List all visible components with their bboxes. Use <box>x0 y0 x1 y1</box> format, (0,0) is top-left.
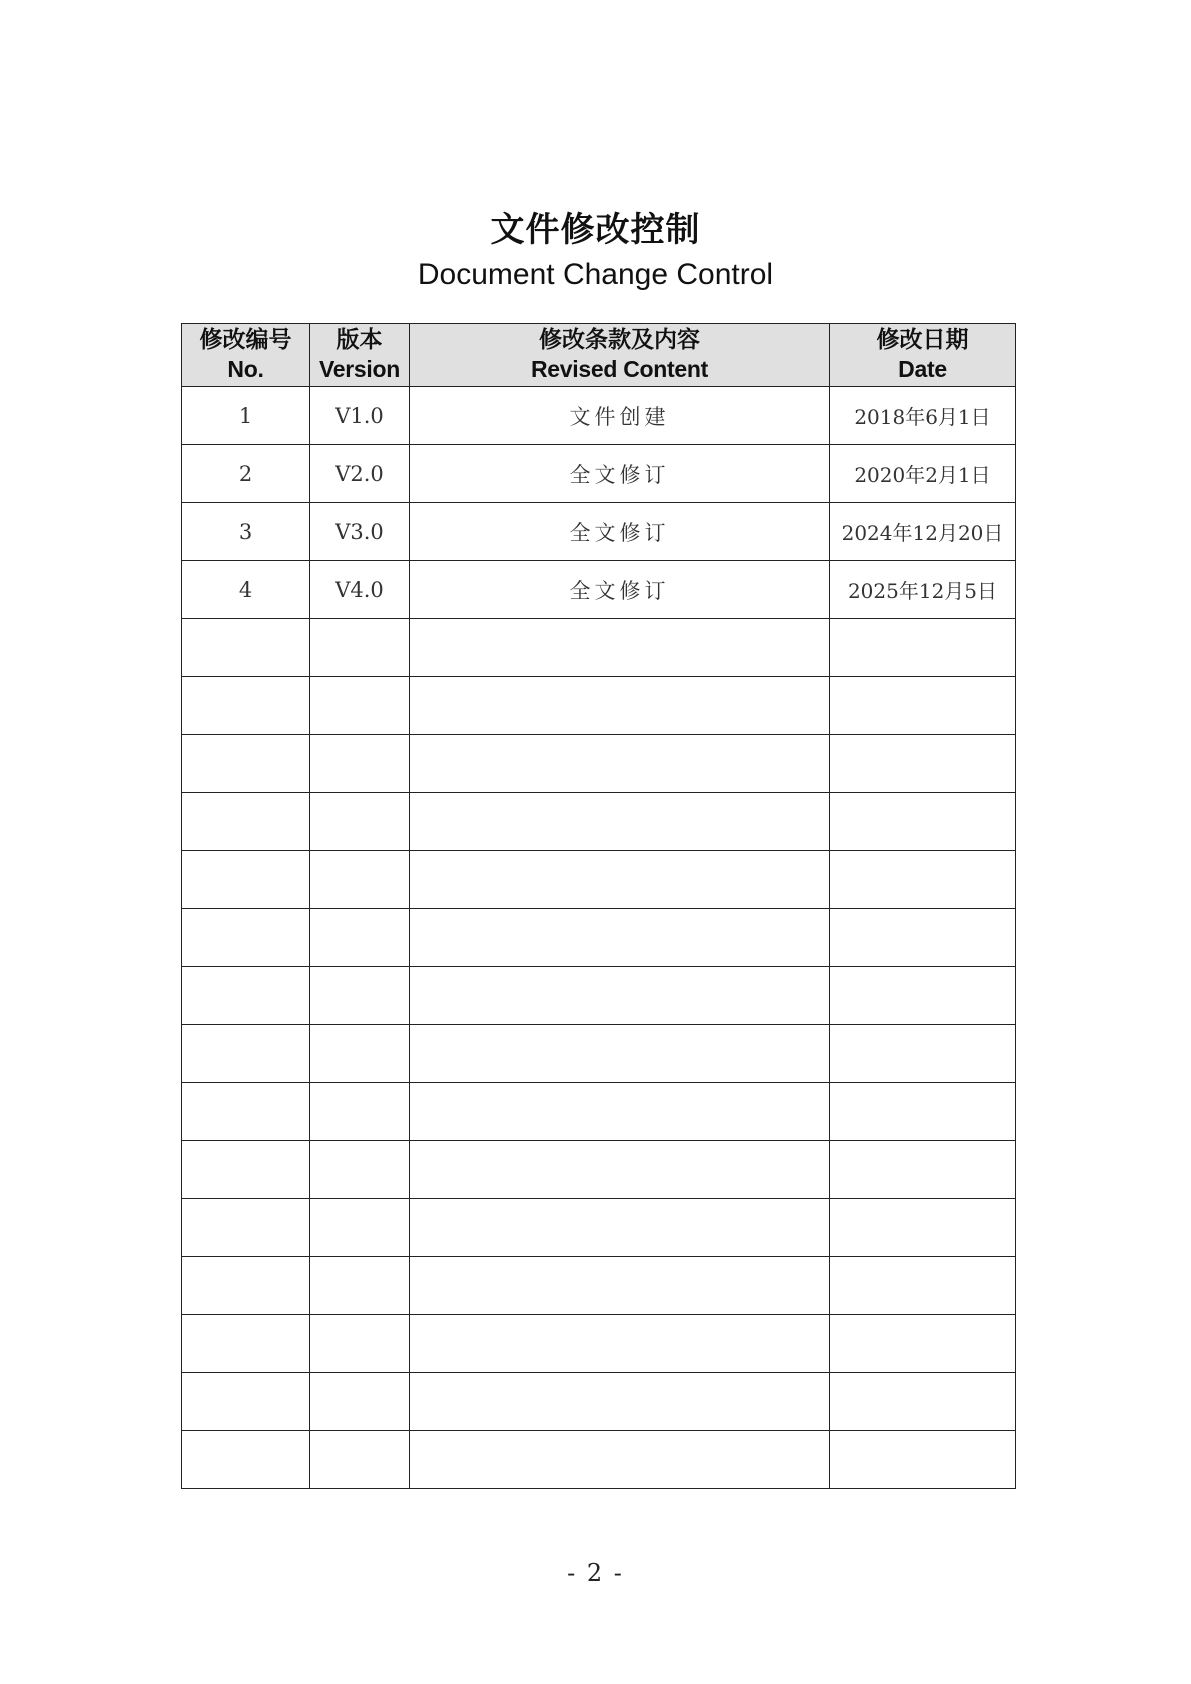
cell-version-empty <box>310 793 410 851</box>
table-row <box>182 503 1016 561</box>
cell-content-empty <box>410 967 830 1025</box>
cell-date-empty <box>830 1199 1016 1257</box>
empty-table-row <box>182 735 1016 793</box>
table-row <box>182 387 1016 445</box>
cell-content-empty <box>410 851 830 909</box>
table-header <box>182 324 1016 387</box>
cell-date-empty <box>830 967 1016 1025</box>
empty-table-row <box>182 1083 1016 1141</box>
cell-date-empty <box>830 1257 1016 1315</box>
cell-date-empty <box>830 1315 1016 1373</box>
cell-version: V1.0 <box>310 387 410 445</box>
header-no-en: No. <box>227 356 264 382</box>
header-version <box>310 324 410 387</box>
cell-date-empty <box>830 619 1016 677</box>
page-number: - 2 - <box>567 1559 624 1587</box>
cell-content-empty <box>410 735 830 793</box>
empty-table-row <box>182 1315 1016 1373</box>
cell-no-empty <box>182 967 310 1025</box>
empty-table-row <box>182 677 1016 735</box>
cell-version-empty <box>310 1315 410 1373</box>
cell-version-empty <box>310 1025 410 1083</box>
cell-content: 全文修订 <box>410 445 830 503</box>
cell-no-empty <box>182 1141 310 1199</box>
table-row <box>182 561 1016 619</box>
cell-no-empty <box>182 1373 310 1431</box>
cell-no-empty <box>182 793 310 851</box>
empty-table-row <box>182 1431 1016 1489</box>
cell-date-empty <box>830 1141 1016 1199</box>
empty-table-row <box>182 1141 1016 1199</box>
header-version-en: Version <box>319 356 400 382</box>
header-date-en: Date <box>898 356 947 382</box>
table-body <box>182 387 1016 1489</box>
cell-date: 2025年12月5日 <box>830 561 1016 619</box>
cell-date: 2018年6月1日 <box>830 387 1016 445</box>
cell-content-empty <box>410 1431 830 1489</box>
header-no <box>182 324 310 387</box>
cell-content-empty <box>410 1373 830 1431</box>
cell-version-empty <box>310 909 410 967</box>
cell-content: 全文修订 <box>410 561 830 619</box>
cell-content: 文件创建 <box>410 387 830 445</box>
cell-version-empty <box>310 1373 410 1431</box>
empty-table-row <box>182 793 1016 851</box>
header-content-zh: 修改条款及内容 <box>539 327 700 353</box>
cell-version-empty <box>310 735 410 793</box>
cell-no-empty <box>182 735 310 793</box>
cell-no-empty <box>182 1431 310 1489</box>
cell-content-empty <box>410 1315 830 1373</box>
cell-date: 2020年2月1日 <box>830 445 1016 503</box>
empty-table-row <box>182 1199 1016 1257</box>
cell-content-empty <box>410 909 830 967</box>
cell-no-empty <box>182 1199 310 1257</box>
cell-date-empty <box>830 851 1016 909</box>
cell-version: V4.0 <box>310 561 410 619</box>
cell-no: 4 <box>182 561 310 619</box>
cell-version: V3.0 <box>310 503 410 561</box>
cell-no: 1 <box>182 387 310 445</box>
cell-version-empty <box>310 677 410 735</box>
header-date <box>830 324 1016 387</box>
cell-content-empty <box>410 1199 830 1257</box>
cell-content-empty <box>410 677 830 735</box>
header-content <box>410 324 830 387</box>
cell-content-empty <box>410 793 830 851</box>
cell-content: 全文修订 <box>410 503 830 561</box>
cell-date-empty <box>830 909 1016 967</box>
header-content-en: Revised Content <box>531 356 708 382</box>
cell-date-empty <box>830 1083 1016 1141</box>
cell-no-empty <box>182 1257 310 1315</box>
cell-date: 2024年12月20日 <box>830 503 1016 561</box>
cell-date-empty <box>830 1025 1016 1083</box>
cell-no-empty <box>182 619 310 677</box>
cell-version-empty <box>310 1141 410 1199</box>
cell-no-empty <box>182 1025 310 1083</box>
cell-content-empty <box>410 619 830 677</box>
cell-version-empty <box>310 967 410 1025</box>
cell-version-empty <box>310 1257 410 1315</box>
cell-no-empty <box>182 1083 310 1141</box>
empty-table-row <box>182 1025 1016 1083</box>
cell-content-empty <box>410 1257 830 1315</box>
cell-content-empty <box>410 1025 830 1083</box>
document-title-english: Document Change Control <box>417 258 774 291</box>
cell-version-empty <box>310 1083 410 1141</box>
cell-version-empty <box>310 851 410 909</box>
document-title-chinese: 文件修改控制 <box>490 210 701 250</box>
header-row <box>182 324 1016 387</box>
empty-table-row <box>182 967 1016 1025</box>
cell-version: V2.0 <box>310 445 410 503</box>
cell-no: 3 <box>182 503 310 561</box>
empty-table-row <box>182 909 1016 967</box>
cell-no-empty <box>182 677 310 735</box>
cell-version-empty <box>310 619 410 677</box>
header-date-zh: 修改日期 <box>876 327 969 353</box>
header-no-zh: 修改编号 <box>199 327 292 353</box>
empty-table-row <box>182 1373 1016 1431</box>
cell-date-empty <box>830 1373 1016 1431</box>
cell-date-empty <box>830 677 1016 735</box>
cell-date-empty <box>830 793 1016 851</box>
cell-content-empty <box>410 1141 830 1199</box>
cell-date-empty <box>830 735 1016 793</box>
empty-table-row <box>182 851 1016 909</box>
cell-version-empty <box>310 1431 410 1489</box>
empty-table-row <box>182 1257 1016 1315</box>
cell-version-empty <box>310 1199 410 1257</box>
table-row <box>182 445 1016 503</box>
cell-date-empty <box>830 1431 1016 1489</box>
cell-no-empty <box>182 1315 310 1373</box>
header-version-zh: 版本 <box>336 327 383 353</box>
cell-no: 2 <box>182 445 310 503</box>
empty-table-row <box>182 619 1016 677</box>
cell-no-empty <box>182 851 310 909</box>
cell-content-empty <box>410 1083 830 1141</box>
cell-no-empty <box>182 909 310 967</box>
change-control-table <box>181 323 1016 1489</box>
